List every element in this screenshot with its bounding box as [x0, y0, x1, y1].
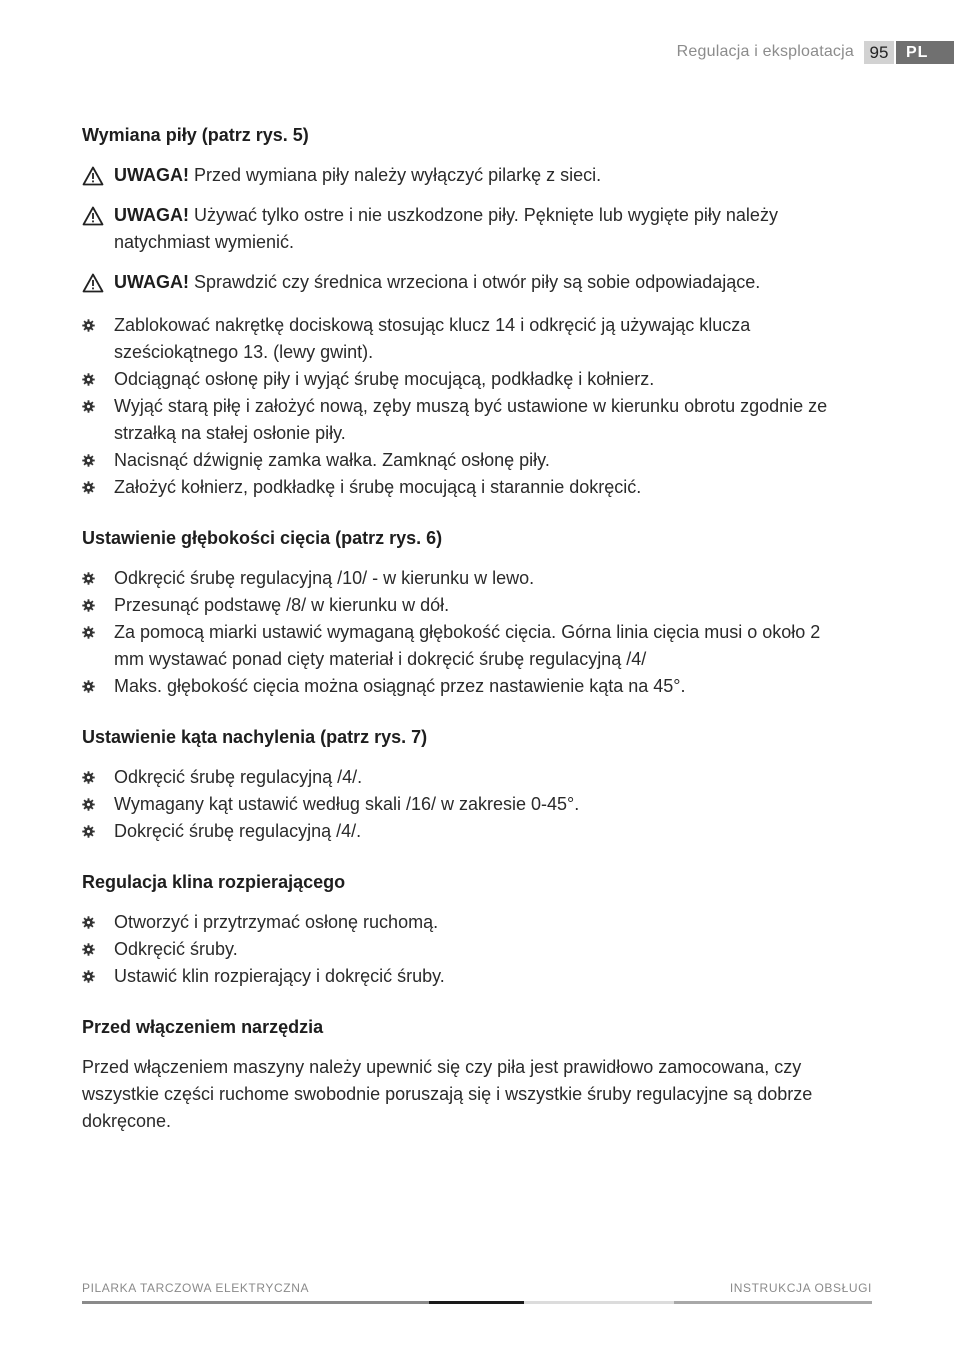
gear-bullet-icon [82, 916, 95, 929]
gear-bullet-icon [82, 970, 95, 983]
section-heading: Ustawienie kąta nachylenia (patrz rys. 7) [82, 727, 428, 747]
list-item-text: Nacisnąć dźwignię zamka wałka. Zamknąć osłonę piły. [114, 450, 550, 470]
list-item-text: Maks. głębokość cięcia można osiągnąć przez nastawienie kąta na 45°. [114, 676, 686, 696]
gear-bullet-icon [82, 943, 95, 956]
step-list [82, 312, 852, 501]
list-item-text: Odkręcić śruby. [114, 939, 238, 959]
list-item [82, 764, 852, 791]
warning-label: UWAGA! [114, 272, 189, 292]
list-item [82, 818, 852, 845]
list-item [82, 474, 852, 501]
list-item-text: Wymagany kąt ustawić według skali /16/ w zakresie 0-45°. [114, 794, 580, 814]
list-item [82, 673, 852, 700]
header-section-title: Regulacja i eksploatacja [676, 43, 854, 60]
warning-note [82, 202, 852, 256]
section-heading: Wymiana piły (patrz rys. 5) [82, 125, 309, 145]
footer-product-name: PILARKA TARCZOWA ELEKTRYCZNA [82, 1281, 310, 1295]
warning-note [82, 162, 852, 189]
warning-triangle-icon [82, 206, 104, 226]
gear-bullet-icon [82, 798, 95, 811]
list-item [82, 619, 852, 673]
gear-bullet-icon [82, 572, 95, 585]
gear-bullet-icon [82, 373, 95, 386]
section-heading: Przed włączeniem narzędzia [82, 1017, 324, 1037]
gear-bullet-icon [82, 454, 95, 467]
list-item-text: Za pomocą miarki ustawić wymaganą głębokość cięcia. Górna linia cięcia musi o około 2 mm wystawać ponad cięty materiał i dokręcić śrubę regulacyjną /4/ [114, 622, 821, 669]
section-paragraph: Przed włączeniem maszyny należy upewnić się czy piła jest prawidłowo zamocowana, czy wszystkie części ruchome swobodnie poruszają się i wszystkie śruby regulacyjne są dobrze dokręcone. [82, 1057, 813, 1131]
section-tilt-angle [82, 724, 852, 845]
gear-bullet-icon [82, 680, 95, 693]
gear-bullet-icon [82, 599, 95, 612]
language-badge: PL [896, 41, 954, 64]
list-item [82, 963, 852, 990]
step-list [82, 909, 852, 990]
list-item [82, 312, 852, 366]
list-item [82, 936, 852, 963]
gear-bullet-icon [82, 626, 95, 639]
list-item-text: Założyć kołnierz, podkładkę i śrubę mocującą i starannie dokręcić. [114, 477, 642, 497]
section-before-start [82, 1014, 852, 1135]
gear-bullet-icon [82, 319, 95, 332]
list-item-text: Otworzyć i przytrzymać osłonę ruchomą. [114, 912, 439, 932]
warning-text: Używać tylko ostre i nie uszkodzone piły. Pęknięte lub wygięte piły należy natychmiast wymienić. [114, 205, 778, 252]
gear-bullet-icon [82, 400, 95, 413]
warning-triangle-icon [82, 166, 104, 186]
step-list [82, 565, 852, 700]
list-item-text: Wyjąć starą piłę i założyć nową, zęby muszą być ustawione w kierunku obrotu zgodnie ze strzałką na stałej osłonie piły. [114, 396, 828, 443]
warning-note [82, 269, 852, 296]
main-content [82, 122, 852, 1159]
gear-bullet-icon [82, 771, 95, 784]
warning-label: UWAGA! [114, 205, 189, 225]
list-item [82, 909, 852, 936]
gear-bullet-icon [82, 825, 95, 838]
list-item-text: Dokręcić śrubę regulacyjną /4/. [114, 821, 362, 841]
section-heading: Regulacja klina rozpierającego [82, 872, 346, 892]
list-item-text: Ustawić klin rozpierający i dokręcić śruby. [114, 966, 445, 986]
step-list [82, 764, 852, 845]
list-item [82, 366, 852, 393]
warning-triangle-icon [82, 273, 104, 293]
gear-bullet-icon [82, 481, 95, 494]
section-blade-replacement [82, 122, 852, 501]
list-item-text: Odkręcić śrubę regulacyjną /10/ - w kierunku w lewo. [114, 568, 535, 588]
list-item [82, 447, 852, 474]
page-number: 95 [864, 41, 894, 64]
warning-text: Sprawdzić czy średnica wrzeciona i otwór piły są sobie odpowiadające. [189, 272, 761, 292]
list-item-text: Zablokować nakrętkę dociskową stosując klucz 14 i odkręcić ją używając klucza sześciokątnego 13. (lewy gwint). [114, 315, 751, 362]
warning-text: Przed wymiana piły należy wyłączyć pilarkę z sieci. [189, 165, 602, 185]
footer-doc-type: INSTRUKCJA OBSŁUGI [729, 1281, 872, 1295]
list-item [82, 565, 852, 592]
footer-divider [82, 1301, 872, 1304]
list-item-text: Odciągnąć osłonę piły i wyjąć śrubę mocującą, podkładkę i kołnierz. [114, 369, 655, 389]
warning-label: UWAGA! [114, 165, 189, 185]
section-riving-knife [82, 869, 852, 990]
list-item [82, 592, 852, 619]
list-item-text: Odkręcić śrubę regulacyjną /4/. [114, 767, 363, 787]
section-heading: Ustawienie głębokości cięcia (patrz rys. 6) [82, 528, 443, 548]
list-item [82, 393, 852, 447]
section-cut-depth [82, 525, 852, 700]
list-item [82, 791, 852, 818]
list-item-text: Przesunąć podstawę /8/ w kierunku w dół. [114, 595, 450, 615]
